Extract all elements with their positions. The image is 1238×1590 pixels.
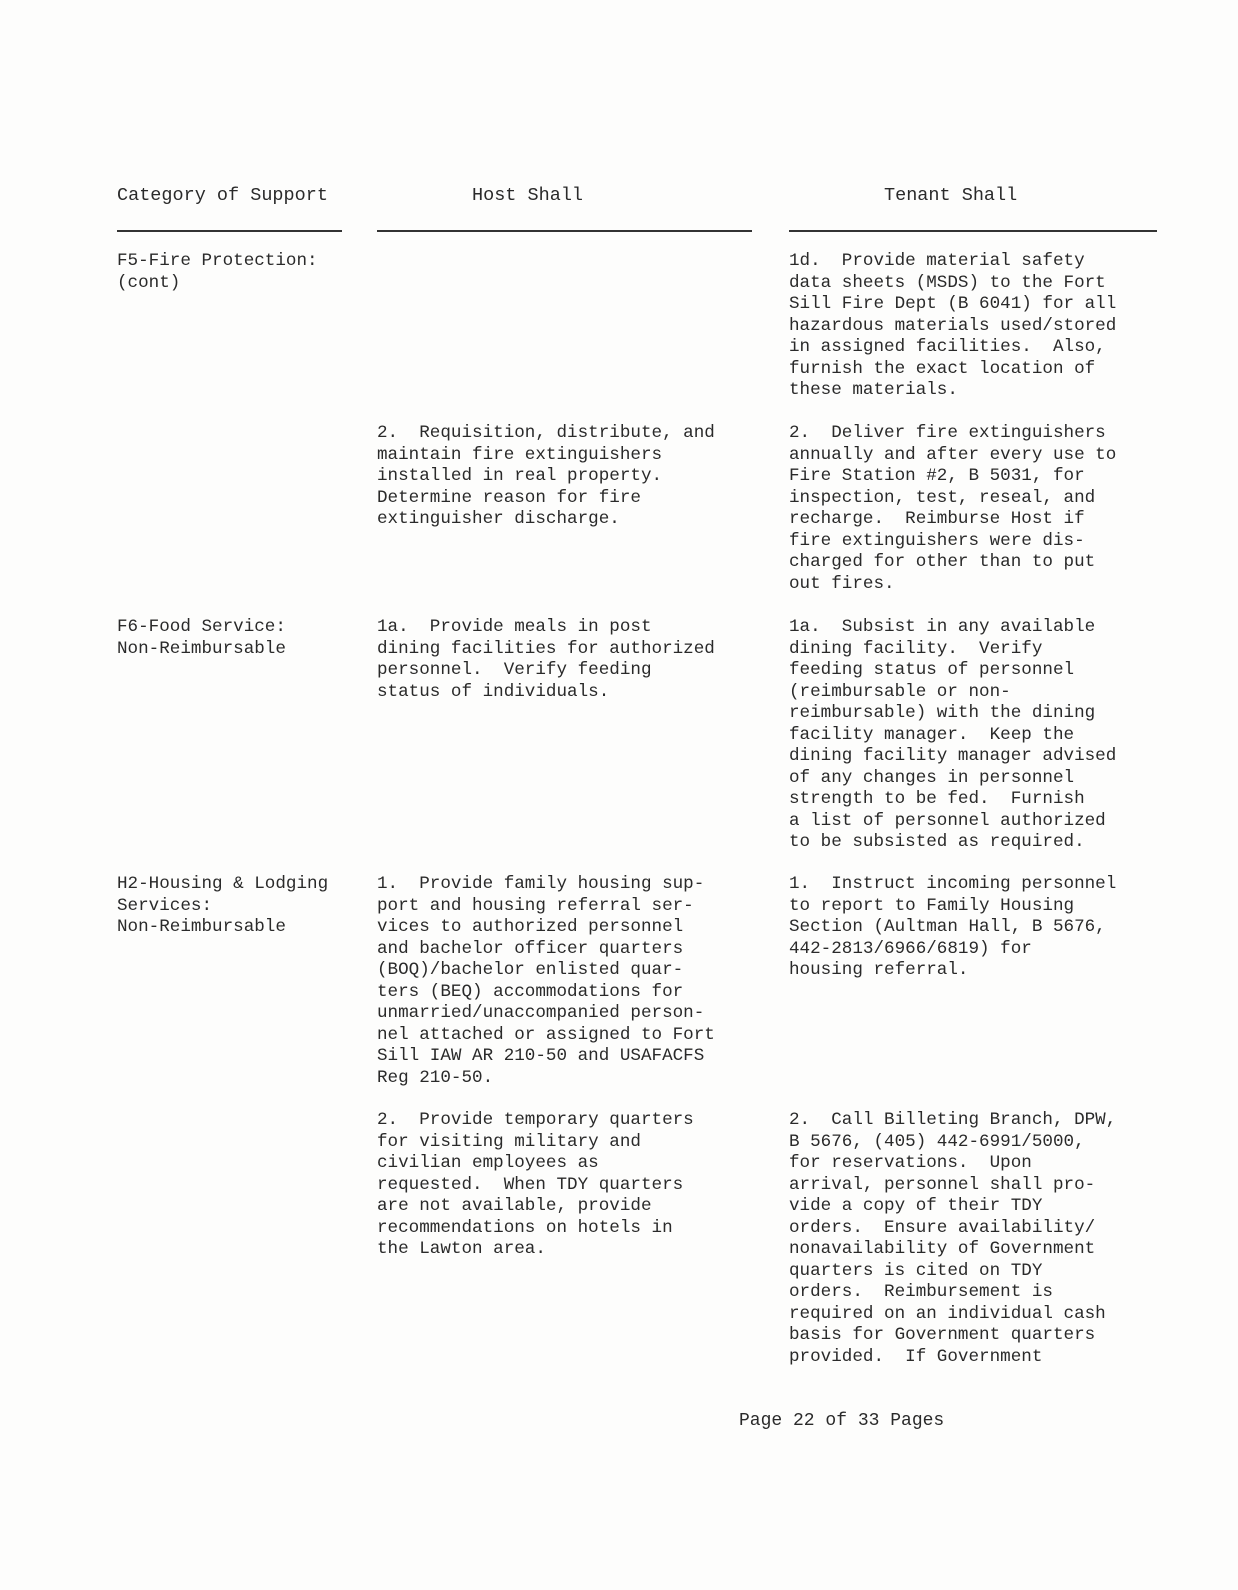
header-rule-tenant [789,230,1157,232]
header-rule-host [377,230,752,232]
tenant-h2-item-2: 2. Call Billeting Branch, DPW, B 5676, (405) 442-6991/5000, for reservations. Upon arrival, personnel shall pro- vide a copy of their TDY orders. Ensure availability/ nonavailability of Government quarters is cited on TDY orders. Reimbursement is required on an individual cash basis for Government quarters provided. If Government [789,1110,1117,1367]
category-h2-housing-lodging: H2-Housing & Lodging Services: Non-Reimbursable [117,874,329,937]
host-h2-item-1: 1. Provide family housing sup- port and housing referral ser- vices to authorized personnel and bachelor officer quarters (BOQ)/bachelor enlisted quar- ters (BEQ) accommodations for unmarried/unaccompanied person- nel attached or assigned to Fort Sill IAW AR 210-50 and USAFACFS Reg 210-50. [377,874,715,1088]
tenant-f5-item-2: 2. Deliver fire extinguishers annually and after every use to Fire Station #2, B 5031, for inspection, test, reseal, and recharge. Reimburse Host if fire extinguishers were dis- charged for other than to put out fires. [789,423,1117,594]
page-number: Page 22 of 33 Pages [739,1411,945,1431]
host-h2-item-2: 2. Provide temporary quarters for visiting military and civilian employees as requested. When TDY quarters are not available, provide recommendations on hotels in the Lawton area. [377,1110,694,1259]
tenant-f6-item-1a: 1a. Subsist in any available dining facility. Verify feeding status of personnel (reimbursable or non- reimbursable) with the dining facility manager. Keep the dining facility manager advised of any changes in personnel strength to be fed. Furnish a list of personnel authorized to be subsisted as required. [789,617,1117,852]
host-f5-item-2: 2. Requisition, distribute, and maintain fire extinguishers installed in real property. Determine reason for fire extinguisher discharge. [377,423,715,529]
host-f6-item-1a: 1a. Provide meals in post dining facilities for authorized personnel. Verify feeding status of individuals. [377,617,715,702]
tenant-f5-item-1d: 1d. Provide material safety data sheets (MSDS) to the Fort Sill Fire Dept (B 6041) for all hazardous materials used/stored in assigned facilities. Also, furnish the exact location of these materials. [789,251,1117,400]
column-header-tenant: Tenant Shall [884,185,1018,206]
column-header-host: Host Shall [472,185,584,206]
header-rule-category [117,230,342,232]
column-header-category: Category of Support [117,185,328,206]
category-f5-fire-protection: F5-Fire Protection: (cont) [117,251,318,293]
category-f6-food-service: F6-Food Service: Non-Reimbursable [117,617,286,659]
tenant-h2-item-1: 1. Instruct incoming personnel to report to Family Housing Section (Aultman Hall, B 5676, 442-2813/6966/6819) for housing referral. [789,874,1117,980]
